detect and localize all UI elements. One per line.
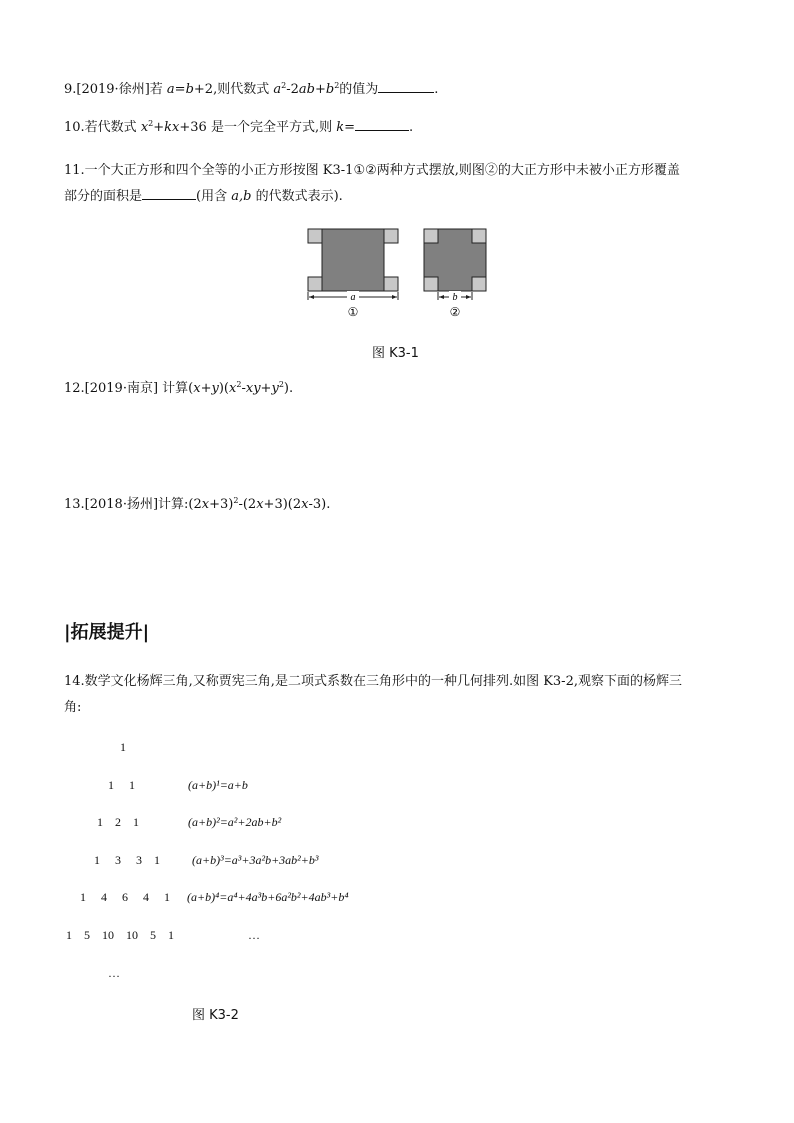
formula-dots: … <box>248 928 260 942</box>
triangle-row-3: 1 2 1 <box>97 815 139 829</box>
question-12: 12.[2019·南京] 计算$(x+y)(x^2-xy+y^2)$. <box>64 380 294 396</box>
answer-blank[interactable] <box>355 118 409 131</box>
triangle-row-6: 1 5 10 10 5 1 <box>66 928 174 942</box>
figure-1-number: ① <box>347 305 359 319</box>
question-9: 9.[2019·徐州]若 a=b+2,则代数式 $a^2-2ab+b^2$的值为 . <box>64 81 439 97</box>
figure-1-squares <box>308 229 398 291</box>
triangle-row-5: 1 4 6 4 1 <box>80 890 170 904</box>
figure-2-number: ② <box>449 305 461 319</box>
formula-2: (a+b)²=a²+2ab+b² <box>188 815 282 829</box>
question-13: 13.[2018·扬州]计算$:(2x+3)^2-(2x+3)(2x-3)$. <box>64 496 331 512</box>
triangle-row-1: 1 <box>120 740 126 754</box>
question-11-line1: 11.一个大正方形和四个全等的小正方形按图 K3-1①②两种方式摆放,则图②的大正方形中未被小正方形覆盖 <box>64 163 680 178</box>
formula-4: (a+b)⁴=a⁴+4a³b+6a²b²+4ab³+b⁴ <box>187 890 349 904</box>
label-a: a <box>350 292 356 303</box>
figure-2-squares <box>424 229 486 291</box>
question-14-line1: 14.数学文化杨辉三角,又称贾宪三角,是二项式系数在三角形中的一种几何排列.如图 K3-2,观察下面的杨辉三 <box>64 674 682 689</box>
question-14-line2: 角: <box>64 700 82 715</box>
answer-blank[interactable] <box>142 187 196 200</box>
formula-1: (a+b)¹=a+b <box>188 778 248 792</box>
question-11-line2: 部分的面积是 (用含 a,b 的代数式表示). <box>64 189 343 204</box>
formula-3: (a+b)³=a³+3a²b+3ab²+b³ <box>192 853 319 867</box>
question-10: 10.若代数式 $x^2+kx+36$ 是一个完全平方式,则 k= . <box>64 119 414 135</box>
section-title: |拓展提升| <box>64 622 150 643</box>
figure-k3-1 <box>300 222 500 326</box>
triangle-row-4: 1 3 3 1 <box>94 853 160 867</box>
answer-blank[interactable] <box>378 80 434 93</box>
label-b: b <box>452 292 458 303</box>
figure-k3-2-caption: 图 K3-2 <box>192 1008 239 1023</box>
triangle-row-2: 1 1 <box>108 778 135 792</box>
figure-k3-1-caption: 图 K3-1 <box>372 346 419 361</box>
triangle-dots: … <box>108 966 120 980</box>
